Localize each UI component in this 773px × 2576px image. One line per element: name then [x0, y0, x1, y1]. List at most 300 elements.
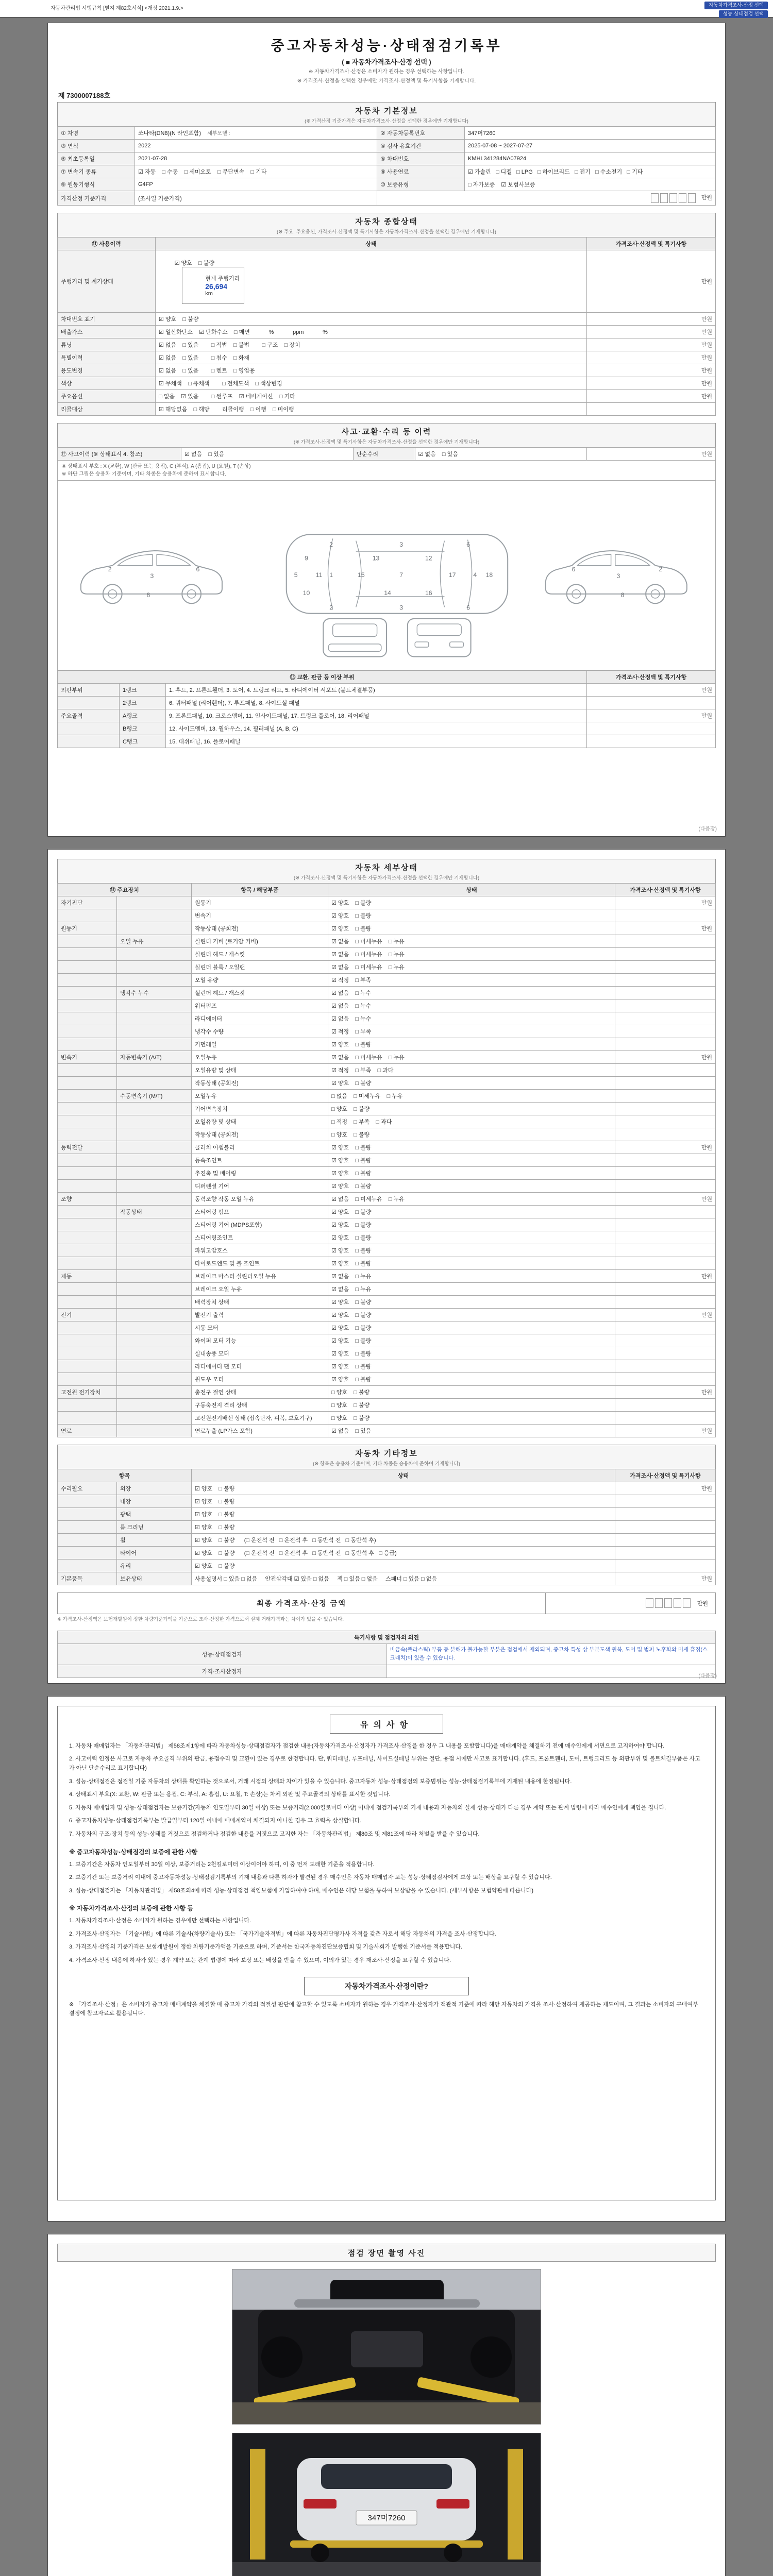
device-row [58, 1077, 716, 1090]
field-label-fuel: ⑧ 사용연료 [377, 165, 465, 178]
device-status-options[interactable]: □ 없음 □ 미세누유 □ 누유 [328, 1090, 615, 1103]
notice-section2-title: ※ 중고자동차성능·상태점검의 보증에 관한 사항 [69, 1848, 198, 1856]
svg-text:13: 13 [372, 554, 380, 562]
underbody-photo [232, 2269, 541, 2424]
device-status-options[interactable]: ☑ 양호 □ 불량 [328, 1347, 615, 1360]
other-status-options[interactable]: ☑ 양호 □ 불량 [192, 1508, 615, 1521]
device-item: 등속조인트 [192, 1154, 328, 1167]
device-price [615, 1412, 716, 1425]
device-status-options[interactable]: ☑ 양호 □ 불량 [328, 1244, 615, 1257]
device-subcategory [117, 1399, 192, 1412]
photo-license-plate: 347머7260 [367, 2513, 406, 2522]
device-row [58, 1218, 716, 1231]
form-reference: 자동차관리법 시행규칙 [별지 제82호서식] <개정 2021.1.9.> [51, 6, 183, 11]
usage-history-row [58, 390, 716, 403]
device-item: 실린더 커버 (로커암 커버) [192, 935, 328, 948]
device-category [58, 1283, 117, 1296]
badge-inspection-selection: 성능·상태점검 선택 [719, 10, 768, 18]
device-row [58, 1231, 716, 1244]
detailed-state-table [57, 883, 716, 1437]
field-value-fuel[interactable]: ☑ 가솔린 □ 디젤 □ LPG □ 하이브리드 □ 전기 □ 수소전기 □ 기타 [465, 165, 716, 178]
device-status-options[interactable]: ☑ 양호 □ 불량 [328, 1206, 615, 1218]
svg-text:3: 3 [399, 540, 404, 548]
device-category: 고전원 전기장치 [58, 1386, 117, 1399]
col-usage-history: ⑪ 사용이력 [58, 238, 156, 250]
device-row [58, 1154, 716, 1167]
other-item: 타이어 [117, 1547, 192, 1560]
device-item: 오일유량 및 상태 [192, 1115, 328, 1128]
row-status-options[interactable]: ☑ 해당없음 □ 해당 리콜이행 □ 이행 □ 미이행 [156, 403, 587, 416]
device-status-options[interactable]: ☑ 양호 □ 불량 [328, 1309, 615, 1321]
device-subcategory [117, 909, 192, 922]
device-item: 기어변속장치 [192, 1103, 328, 1115]
device-status-options[interactable]: ☑ 없음 □ 누수 [328, 1012, 615, 1025]
device-item: 추진축 및 베어링 [192, 1167, 328, 1180]
notices-title: 유의사항 [330, 1715, 443, 1734]
mileage-row [58, 250, 716, 313]
page-2 [47, 849, 726, 1684]
device-subcategory [117, 948, 192, 961]
inspection-photo-2 [232, 2433, 541, 2576]
field-label-plate: ② 자동차등록번호 [377, 127, 465, 140]
device-price: 만원 [615, 1309, 716, 1321]
other-row [58, 1521, 716, 1534]
final-price-row [57, 1592, 716, 1614]
field-value-transmission[interactable]: ☑ 자동 □ 수동 □ 세미오토 □ 무단변속 □ 기타 [135, 165, 377, 178]
field-value-inspection-period: 2025-07-08 ~ 2027-07-27 [465, 140, 716, 152]
accident-history-label: ⑫ 사고이력 (※ 상태표시 4. 참조) [58, 448, 181, 461]
device-item: 실린더 헤드 / 개스킷 [192, 987, 328, 999]
device-status-options[interactable]: □ 양호 □ 불량 [328, 1386, 615, 1399]
field-value-year: 2022 [135, 140, 377, 152]
device-item: 파워고압호스 [192, 1244, 328, 1257]
device-subcategory [117, 1360, 192, 1373]
device-status-options[interactable]: ☑ 양호 □ 불량 [328, 1334, 615, 1347]
device-category [58, 961, 117, 974]
row-status-options[interactable]: ☑ 없음 □ 있음 □ 적법 □ 불법 □ 구조 □ 장치 [156, 338, 587, 351]
device-status-options[interactable]: ☑ 양호 □ 불량 [328, 1167, 615, 1180]
page-3 [47, 1696, 726, 2222]
svg-text:5: 5 [294, 571, 298, 579]
device-status-options[interactable]: ☑ 양호 □ 불량 [328, 896, 615, 909]
rank-grade: 1랭크 [120, 684, 166, 697]
other-status-options[interactable]: ☑ 양호 □ 불량 (□ 운전석 전 □ 운전석 후 □ 동반석 전 □ 동반석 후) [192, 1534, 615, 1547]
row-status-options[interactable]: ☑ 일산화탄소 ☑ 탄화수소 □ 매연 % ppm % [156, 326, 587, 338]
device-status-options[interactable]: ☑ 양호 □ 불량 [328, 1231, 615, 1244]
device-item: 배력장치 상태 [192, 1296, 328, 1309]
device-row [58, 922, 716, 935]
device-status-options[interactable]: ☑ 없음 □ 미세누유 □ 누유 [328, 935, 615, 948]
other-price: 만원 [615, 1572, 716, 1585]
device-status-options[interactable]: ☑ 양호 □ 불량 [328, 1141, 615, 1154]
device-status-options[interactable]: ☑ 양호 □ 불량 [328, 1154, 615, 1167]
other-price [615, 1534, 716, 1547]
notice-item: 2. 사고이력 인정은 사고로 자동차 주요골격 부위의 판금, 용접수리 및 교환이 있는 경우로 한정합니다. 단, 쿼터패널, 루프패널, 사이드실패널 부위는 절단, 용접 시에만 사고로 표기합니다. (후드, 프론트휀더, 도어, 트렁크리드 등 외판부위 및 볼트체결부품은 사고가 아닌 단순수리로 표기합니다) [69, 1756, 701, 1771]
device-status-options[interactable]: ☑ 없음 □ 누수 [328, 987, 615, 999]
other-status-options[interactable]: ☑ 양호 □ 불량 [192, 1560, 615, 1572]
exchange-label: ⑬ 교환, 판금 등 이상 부위 [58, 671, 587, 684]
row-price: 만원 [587, 351, 716, 364]
device-subcategory [117, 896, 192, 909]
svg-text:16: 16 [425, 589, 432, 597]
device-category: 원동기 [58, 922, 117, 935]
device-price: 만원 [615, 1270, 716, 1283]
device-row [58, 1321, 716, 1334]
field-label-price-basis: 가격산정 기준가격 [58, 191, 135, 206]
device-category [58, 1206, 117, 1218]
device-price: 만원 [615, 1193, 716, 1206]
svg-text:11: 11 [315, 571, 323, 579]
device-subcategory [117, 961, 192, 974]
simple-repair-label: 단순수리 [353, 448, 415, 461]
remarks-author: 가격·조사산정자 [58, 1665, 387, 1677]
device-item: 실내송풍 모터 [192, 1347, 328, 1360]
device-category [58, 1090, 117, 1103]
device-category [58, 1115, 117, 1128]
device-subcategory [117, 1309, 192, 1321]
field-label-transmission: ⑦ 변속기 종류 [58, 165, 135, 178]
device-subcategory: 냉각수 누수 [117, 987, 192, 999]
device-price: 만원 [615, 922, 716, 935]
device-status-options[interactable]: ☑ 양호 □ 불량 [328, 1257, 615, 1270]
device-subcategory [117, 999, 192, 1012]
device-item: 오일유량 및 상태 [192, 1064, 328, 1077]
rank-items: 15. 대쉬패널, 16. 플로어패널 [166, 735, 587, 748]
device-subcategory [117, 1425, 192, 1437]
vehicle-diagram-box [57, 481, 716, 670]
device-row [58, 999, 716, 1012]
accident-history-table [57, 447, 716, 461]
device-category [58, 1180, 117, 1193]
device-category [58, 1321, 117, 1334]
device-status-options[interactable]: ☑ 양호 □ 불량 [328, 922, 615, 935]
col-major-device: ⑭ 주요장치 [58, 884, 192, 896]
section-comprehensive-header: 자동차 종합상태 (※ 주요, 주요옵션, 가격조사·산정액 및 특기사항은 자동차가격조사·산정을 선택한 경우에만 기재합니다) [57, 213, 716, 237]
device-subcategory [117, 1270, 192, 1283]
device-subcategory [117, 1386, 192, 1399]
device-row [58, 1051, 716, 1064]
device-status-options[interactable]: □ 양호 □ 불량 [328, 1399, 615, 1412]
device-item: 고전원전기배선 상태 (접속단자, 피복, 보호기구) [192, 1412, 328, 1425]
vehicle-diagram [60, 484, 713, 664]
exchange-price-col: 가격조사·산정액 및 특기사항 [587, 671, 716, 684]
notice-item: 6. 중고자동차성능·상태점검기록부는 발급일부터 120일 이내에 매매계약이 체결되지 아니한 경우 그 효력을 상실합니다. [69, 1818, 362, 1824]
device-category [58, 1064, 117, 1077]
remarks-text: 비금속(플라스틱) 부품 등 분해가 불가능한 부분은 점검에서 제외되며, 중고차 특성 상 부분도색 원복, 도어 및 범퍼 노후화와 미세 흠집(스크래치)이 있을 수 있습니다. [386, 1644, 716, 1665]
device-price [615, 999, 716, 1012]
rank-price [587, 697, 716, 709]
row-price: 만원 [587, 377, 716, 390]
final-price-note: ※ 가격조사·산정액은 보험개발원이 정한 차량기준가액을 기준으로 조사·산정한 가격으로서 실제 거래가격과는 차이가 있을 수 있습니다. [57, 1617, 344, 1622]
device-status-options[interactable]: ☑ 없음 □ 미세누유 □ 누유 [328, 1193, 615, 1206]
field-label-submodel: 세부모델 : [207, 131, 230, 137]
device-status-options[interactable]: ☑ 양호 □ 불량 [328, 1038, 615, 1051]
device-item: 오일 유량 [192, 974, 328, 987]
other-row [58, 1560, 716, 1572]
svg-text:6: 6 [196, 565, 200, 573]
other-item: 보유상태 [117, 1572, 192, 1585]
device-row [58, 1012, 716, 1025]
svg-text:7: 7 [399, 571, 404, 579]
svg-text:12: 12 [425, 554, 432, 562]
device-item: 변속기 [192, 909, 328, 922]
device-status-options[interactable]: ☑ 없음 □ 누유 [328, 1283, 615, 1296]
row-status-options[interactable]: ☑ 양호 □ 불량 [156, 313, 587, 326]
device-category [58, 1038, 117, 1051]
field-label-engine-type: ⑨ 원동기형식 [58, 178, 135, 191]
device-status-options[interactable]: ☑ 없음 □ 있음 [328, 1425, 615, 1437]
other-category [58, 1495, 117, 1508]
field-label-warranty-type: ⑩ 보증유형 [377, 178, 465, 191]
form-reference-bar [0, 0, 773, 18]
device-item: 연료누출 (LP가스 포함) [192, 1425, 328, 1437]
other-category: 기본품목 [58, 1572, 117, 1585]
col-state: 상태 [156, 238, 587, 250]
device-status-options[interactable]: ☑ 양호 □ 불량 [328, 1296, 615, 1309]
field-value-vin: KMHL341284NA07924 [465, 152, 716, 165]
device-status-options[interactable]: □ 양호 □ 불량 [328, 1412, 615, 1425]
device-status-options[interactable]: ☑ 양호 □ 불량 [328, 1077, 615, 1090]
row-label: 튜닝 [58, 338, 156, 351]
device-subcategory [117, 1012, 192, 1025]
device-category [58, 909, 117, 922]
other-price [615, 1560, 716, 1572]
notice-item: 3. 성능·상태점검은 점검일 기준 자동차의 상태를 확인하는 것으로서, 거래 시점의 상태와 차이가 있을 수 있습니다. 중고자동차 성능·상태점검의 보증범위는 성능·상태점검기록부에 기재된 내용에 한정됩니다. [69, 1778, 572, 1785]
device-status-options[interactable]: ☑ 적정 □ 부족 [328, 974, 615, 987]
device-status-options[interactable]: ☑ 적정 □ 부족 [328, 1025, 615, 1038]
notice-item: 1. 자동차 매매업자는 「자동차관리법」 제58조제1항에 따라 자동차성능·상태점검자가 점검한 내용(자동차가격조사·산정자가 가격조사·산정을 한 경우 그 내용을 포함합니다)을 매매계약을 체결하기 전에 매수인에게 서면으로 고지하여야 합니다. [69, 1742, 665, 1749]
row-label: 주요옵션 [58, 390, 156, 403]
device-category: 자기진단 [58, 896, 117, 909]
other-status-options[interactable]: 사용설명서 □ 있음 □ 없음 안전삼각대 ☑ 있음 □ 없음 잭 □ 있음 □ 없음 스패너 □ 있음 □ 없음 [192, 1572, 615, 1585]
remarks-text [386, 1665, 716, 1677]
device-item: 발전기 출력 [192, 1309, 328, 1321]
rank-part: 외판부위 [58, 684, 120, 697]
device-subcategory [117, 1154, 192, 1167]
title-note-2: ※ 가격조사·산정을 선택한 경우에만 가격조사·산정액 및 특기사항을 기재합니다. [297, 78, 476, 84]
device-row [58, 987, 716, 999]
device-category [58, 1412, 117, 1425]
device-status-options[interactable]: ☑ 없음 □ 누유 [328, 1270, 615, 1283]
rank-part [58, 697, 120, 709]
device-price [615, 1090, 716, 1103]
svg-text:10: 10 [303, 589, 310, 597]
rank-row [58, 722, 716, 735]
device-price [615, 1025, 716, 1038]
device-row [58, 1334, 716, 1347]
notice-item: 1. 보증기간은 자동차 인도일부터 30일 이상, 보증거리는 2천킬로미터 이상이어야 하며, 이 중 먼저 도래한 기준을 적용합니다. [69, 1861, 375, 1868]
simple-repair-status[interactable]: ☑ 없음 □ 있음 [415, 448, 587, 461]
usage-history-row [58, 403, 716, 416]
field-label-vin: ⑥ 차대번호 [377, 152, 465, 165]
section-other-header: 자동차 기타정보 (※ 항목은 승용차 기준이며, 기타 차종은 승용차에 준하여 기재합니다) [57, 1445, 716, 1469]
row-label: 차대번호 표기 [58, 313, 156, 326]
device-category [58, 1347, 117, 1360]
device-status-options[interactable]: ☑ 양호 □ 불량 [328, 1360, 615, 1373]
device-item: 스티어링조인트 [192, 1231, 328, 1244]
final-price-amount[interactable]: 만원 [545, 1593, 715, 1614]
other-status-options[interactable]: ☑ 양호 □ 불량 (□ 운전석 전 □ 운전석 후 □ 동반석 전 □ 동반석 후 □ 응급) [192, 1547, 615, 1560]
rank-price: 만원 [587, 684, 716, 697]
device-status-options[interactable]: □ 양호 □ 불량 [328, 1103, 615, 1115]
device-item: 냉각수 수량 [192, 1025, 328, 1038]
device-item: 동력조향 작동 오일 누유 [192, 1193, 328, 1206]
device-category [58, 1128, 117, 1141]
row-label: 용도변경 [58, 364, 156, 377]
device-item: 실린더 블록 / 오일팬 [192, 961, 328, 974]
svg-text:8: 8 [146, 591, 150, 599]
rank-row [58, 709, 716, 722]
device-row [58, 948, 716, 961]
price-definition-title: 자동차가격조사·산정이란? [304, 1977, 469, 1995]
row-status-options[interactable]: ☑ 없음 □ 있음 □ 렌트 □ 영업용 [156, 364, 587, 377]
remarks-row [58, 1644, 716, 1665]
svg-text:4: 4 [473, 571, 477, 579]
device-row [58, 1115, 716, 1128]
device-status-options[interactable]: ☑ 양호 □ 불량 [328, 1218, 615, 1231]
device-status-options[interactable]: ☑ 없음 □ 미세누유 □ 누유 [328, 948, 615, 961]
device-price [615, 1244, 716, 1257]
row-status-options[interactable]: ☑ 없음 □ 있음 □ 침수 □ 화재 [156, 351, 587, 364]
device-category [58, 1103, 117, 1115]
device-price [615, 961, 716, 974]
notice-item: 7. 자동차의 구조·장치 등의 성능·상태를 거짓으로 점검하거나 점검한 내용을 거짓으로 고지한 자는 「자동차관리법」 제80조 및 제81조에 따라 처벌을 받을 수 있습니다. [69, 1831, 480, 1837]
device-row [58, 1141, 716, 1154]
rank-items: 12. 사이드멤버, 13. 휠하우스, 14. 필러패널 (A, B, C) [166, 722, 587, 735]
svg-text:3: 3 [399, 604, 404, 612]
device-status-options[interactable]: ☑ 없음 □ 누수 [328, 999, 615, 1012]
other-item: 광택 [117, 1508, 192, 1521]
device-item: 워터펌프 [192, 999, 328, 1012]
device-row [58, 1090, 716, 1103]
rank-grade: A랭크 [120, 709, 166, 722]
other-price [615, 1547, 716, 1560]
rank-price: 만원 [587, 709, 716, 722]
svg-text:15: 15 [358, 571, 365, 579]
device-category [58, 1334, 117, 1347]
device-subcategory [117, 1128, 192, 1141]
comprehensive-table [57, 237, 716, 416]
device-subcategory [117, 1412, 192, 1425]
inspection-photo-1 [232, 2269, 541, 2425]
device-price: 만원 [615, 1051, 716, 1064]
rank-grade: C랭크 [120, 735, 166, 748]
col-other-item: 항목 [58, 1469, 192, 1482]
field-value-first-registration: 2021-07-28 [135, 152, 377, 165]
mileage-label: 주행거리 및 계기상태 [58, 250, 156, 313]
notice-item: 3. 가격조사·산정의 기준가격은 보험개발원이 정한 차량기준가액을 기준으로 하며, 기준서는 한국자동차진단보증협회 및 기술사회가 발행한 기준서를 적용합니다. [69, 1944, 463, 1951]
other-item: 외장 [117, 1482, 192, 1495]
exchange-rank-table [57, 670, 716, 748]
device-price [615, 1231, 716, 1244]
usage-history-row [58, 313, 716, 326]
rank-row [58, 684, 716, 697]
other-status-options[interactable]: ☑ 양호 □ 불량 [192, 1482, 615, 1495]
device-item: 스티어링 펌프 [192, 1206, 328, 1218]
svg-text:6: 6 [572, 565, 576, 573]
device-row [58, 1360, 716, 1373]
notice-section3-title: ※ 자동차가격조사·산정의 보증에 관한 사항 등 [69, 1905, 193, 1912]
device-status-options[interactable]: □ 적정 □ 부족 □ 과다 [328, 1115, 615, 1128]
device-subcategory [117, 1231, 192, 1244]
device-category [58, 1077, 117, 1090]
svg-text:3: 3 [150, 572, 154, 580]
device-status-options[interactable]: ☑ 없음 □ 미세누유 □ 누유 [328, 1051, 615, 1064]
mileage-status[interactable]: ☑ 양호 □ 불량 현재 주행거리 26,694 km [156, 250, 587, 313]
other-status-options[interactable]: ☑ 양호 □ 불량 [192, 1495, 615, 1508]
other-status-options[interactable]: ☑ 양호 □ 불량 [192, 1521, 615, 1534]
device-price [615, 1167, 716, 1180]
notice-item: 1. 자동차가격조사·산정은 소비자가 원하는 경우에만 선택하는 사항입니다. [69, 1918, 251, 1924]
device-category [58, 974, 117, 987]
section-detailed-header: 자동차 세부상태 (※ 가격조사·산정액 및 특기사항은 자동차가격조사·산정을 선택한 경우에만 기재합니다) [57, 859, 716, 883]
col-other-price: 가격조사·산정액 및 특기사항 [615, 1469, 716, 1482]
device-price [615, 1128, 716, 1141]
device-category [58, 987, 117, 999]
device-price [615, 1399, 716, 1412]
field-label-car-name: ① 차명 [58, 127, 135, 140]
other-row [58, 1534, 716, 1547]
device-status-options[interactable]: ☑ 양호 □ 불량 [328, 1373, 615, 1386]
device-item: 디퍼렌셜 기어 [192, 1180, 328, 1193]
rank-part [58, 735, 120, 748]
row-price: 만원 [587, 326, 716, 338]
device-status-options[interactable]: ☑ 적정 □ 부족 □ 과다 [328, 1064, 615, 1077]
field-value-warranty-type[interactable]: □ 자가보증 ☑ 보험사보증 [465, 178, 716, 191]
device-subcategory [117, 1103, 192, 1115]
row-status-options[interactable]: □ 없음 ☑ 있음 □ 썬루프 ☑ 네비게이션 □ 기타 [156, 390, 587, 403]
field-value-engine-type: G4FP [135, 178, 377, 191]
accident-history-status[interactable]: ☑ 없음 □ 있음 [181, 448, 354, 461]
device-status-options[interactable]: ☑ 양호 □ 불량 [328, 1180, 615, 1193]
device-item: 브레이크 오일 누유 [192, 1283, 328, 1296]
device-price [615, 948, 716, 961]
device-item: 작동상태 (공회전) [192, 1077, 328, 1090]
device-status-options[interactable]: □ 양호 □ 불량 [328, 1128, 615, 1141]
col-other-state: 상태 [192, 1469, 615, 1482]
field-value-price-basis[interactable]: 만원 [377, 191, 716, 206]
device-status-options[interactable]: ☑ 없음 □ 미세누유 □ 누유 [328, 961, 615, 974]
usage-history-row [58, 338, 716, 351]
row-price [587, 403, 716, 416]
device-price [615, 1321, 716, 1334]
other-price [615, 1495, 716, 1508]
device-category [58, 1012, 117, 1025]
row-status-options[interactable]: ☑ 무채색 □ 유채색 □ 전체도색 □ 색상변경 [156, 377, 587, 390]
device-row [58, 974, 716, 987]
current-mileage: 현재 주행거리 26,694 km [182, 267, 245, 304]
device-item: 라디에이터 [192, 1012, 328, 1025]
device-item: 커먼레일 [192, 1038, 328, 1051]
accident-price: 만원 [587, 448, 716, 461]
device-item: 브레이크 마스터 실린더오일 누유 [192, 1270, 328, 1283]
title-subtitle: ( ■ 자동차가격조사·산정 선택 ) [342, 58, 431, 66]
document-number: 제 7300007188호 [58, 92, 111, 99]
page-4 [47, 2234, 726, 2576]
device-category [58, 1399, 117, 1412]
svg-text:17: 17 [448, 571, 456, 579]
other-category [58, 1534, 117, 1547]
row-label: 배출가스 [58, 326, 156, 338]
notices-box [57, 1706, 716, 2200]
device-subcategory [117, 1141, 192, 1154]
device-category [58, 1025, 117, 1038]
device-status-options[interactable]: ☑ 양호 □ 불량 [328, 1321, 615, 1334]
device-status-options[interactable]: ☑ 양호 □ 불량 [328, 909, 615, 922]
next-page-marker: (다음장) [698, 826, 717, 832]
device-price [615, 1154, 716, 1167]
device-price [615, 987, 716, 999]
